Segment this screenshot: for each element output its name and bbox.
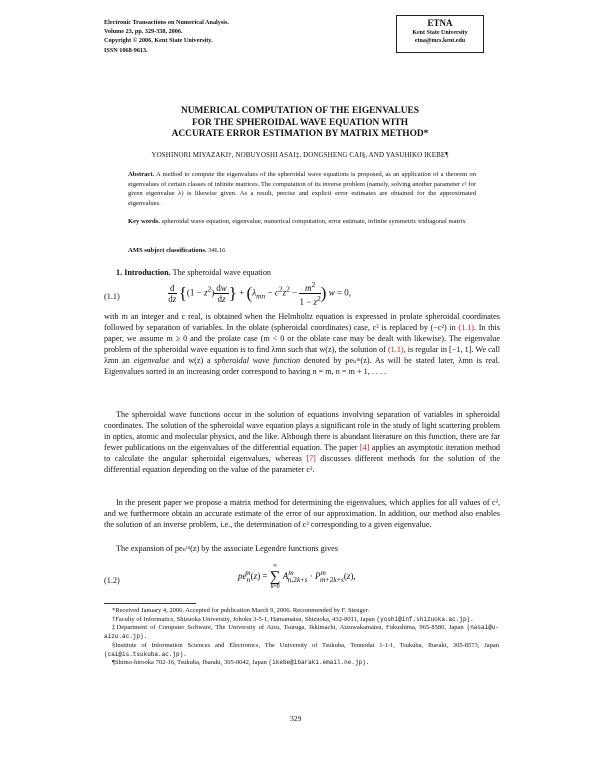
section-heading: 1. Introduction. <box>116 268 171 277</box>
abstract-label: Abstract. <box>128 171 155 178</box>
footnote-email[interactable]: (nasai@u-aizu.ac.jp). <box>104 624 499 641</box>
footnote-text: §Institute of Information Sciences and Electronics, The University of Tsukuba, Tennodai 1-1-1, Tsukuba, Ibaraki, 305-8573, Japan <box>112 641 499 649</box>
p1-text-a: with m an integer and c real, is obtained when the Helmholtz equation is expressed in prolate spheroidal coordinates followed by separation of variables. In the oblate (spheroidal coordinates) case, c² is replaced by (−c²) in <box>104 312 500 332</box>
equation-1-2: $pe_n^m(z)$ = ∞ ∑ k=0 $A^m_{n,2k+s} \cdot P^m_{m+2k+s}(z)$, <box>238 563 356 590</box>
paragraph-2 <box>104 410 500 476</box>
keywords-label: Key words. <box>128 218 160 225</box>
paragraph-3: In the present paper we propose a matrix method for determining the eigenvalues, which applies for all values of c², and we furthermore obtain an accurate estimate of the error of our approximation. In addition, our method also enables the solution of an inverse problem, i.e., the determination of c² corresponding to a given eigenvalue. <box>104 498 500 529</box>
ams-label: AMS subject classifications. <box>128 247 207 254</box>
paper-title <box>90 106 510 141</box>
citation-link[interactable]: [7] <box>306 453 316 463</box>
section-intro <box>116 268 271 279</box>
footnote-text: ‡Department of Computer Software, The University of Aizu, Tsuruga, Ikkimachi, Aizuwakamatsu, Fukushima, 965-8580, Japan <box>112 624 464 632</box>
p1-emph-swf: spheroidal wave function <box>214 355 301 365</box>
paragraph-1 <box>104 312 500 378</box>
p1-emph-eigenvalue: eigenvalue <box>133 355 170 365</box>
journal-volume: Volume 23, pp. 329-338, 2006. <box>104 28 183 36</box>
ams-classification <box>128 246 225 256</box>
etna-name: ETNA <box>427 18 453 28</box>
citation-link[interactable]: [4] <box>359 442 370 452</box>
journal-issn: ISSN 1068-9613. <box>104 46 148 54</box>
p2-text-c: discusses different methods for the solution of the differential equation depending on the value of the parameter c². <box>104 453 500 474</box>
keywords-text: spheroidal wave equation, eigenvalue, numerical computation, error estimate, infinite symmetric tridiagonal matrix <box>161 218 466 225</box>
ams-text: 34L16 <box>208 247 226 254</box>
title-line: NUMERICAL COMPUTATION OF THE EIGENVALUES <box>180 106 420 116</box>
footnote-divider <box>104 603 196 604</box>
keywords <box>128 217 476 227</box>
journal-copyright: Copyright © 2006, Kent State University. <box>104 37 213 45</box>
footnote-email[interactable]: (ikebe@ibaraki.email.ne.jp). <box>268 659 370 667</box>
etna-email[interactable]: etna@mcs.kent.edu <box>414 38 466 44</box>
footnote-affiliation <box>104 616 499 625</box>
p1-text-c: , is regular in [−1, 1]. We call λmn an <box>104 344 500 365</box>
p2-text-b: applies an asymptotic iteration method to calculate the angular spheroidal eigenvalues, whereas <box>104 442 501 463</box>
etna-university: Kent State University <box>412 30 468 36</box>
footnote-affiliation <box>104 624 499 641</box>
equation-number: (1.1) <box>104 292 120 301</box>
footnote-text: ¶Shimo-hirooka 702-16, Tsukuba, Ibaraki, 305-0042, Japan <box>112 659 267 667</box>
p2-text-a: The spheroidal wave functions occur in the solution of equations involving separation of variables in spheroidal coordinates. The solution of the spheroidal wave equation plays a significant role in the study of light scattering problem in optics, atomic and molecular physics, and the like. Although there is abundant literature on this function, there are far fewer publications on the eigenvalues of the differential equation. The paper <box>104 410 500 452</box>
abstract <box>128 170 476 208</box>
p1-text-e: denoted by peₙᵐ(z). As will be stated later, λmn is real. Eigenvalues sorted in an increasing order correspond to having n = m, n = m + 1, . . . . <box>104 355 500 376</box>
equation-number: (1.2) <box>104 576 120 585</box>
p1-text-d: and w(z) a <box>169 355 215 365</box>
equation-ref-link[interactable]: (1.1) <box>458 322 475 332</box>
paragraph-4: The expansion of peₙᵐ(z) by the associate Legendre functions gives <box>116 544 338 553</box>
author-list: YOSHINORI MIYAZAKI†, NOBUYOSHI ASAI‡, DONGSHENG CAI§, AND YASUHIKO IKEBE¶ <box>151 151 449 159</box>
footnote-email[interactable]: (yoshi@inf.shizuoka.ac.jp). <box>376 615 474 623</box>
equation-ref-link[interactable]: (1.1) <box>387 344 404 354</box>
equation-1-1: $\frac{d}{dz}$ {$(1 - z^2)$ $\frac{dw}{dz}$ } + ($\lambda_{mn} - c^2z^2$ − $\frac{m^2}{1 - z^2}$ ) w = 0, <box>168 280 352 307</box>
footnote-received <box>104 607 499 616</box>
section-lead: The spheroidal wave equation <box>172 268 272 277</box>
footnote-text: †Faculty of Informatics, Shizuoka University, Johoku 3-5-1, Hamamatsu, Shizuoka, 432-8011, Japan <box>112 615 375 623</box>
page-number: 329 <box>290 714 302 723</box>
title-line: ACCURATE ERROR ESTIMATION BY MATRIX METHOD* <box>171 129 429 139</box>
footnotes <box>104 607 499 668</box>
abstract-text: A method to compute the eigenvalues of the spheroidal wave equations is proposed, as an application of a theorem on eigenvalues of certain classes of infinite matrices. The computation of its inverse problem (namely, solving another parameter c² for given eigenvalue λ) is likewise given. As a result, precise and explicit error estimates are obtained for the approximated eigenvalues. <box>128 171 476 207</box>
footnote-email[interactable]: (cai@is.tsukuba.ac.jp). <box>104 650 187 658</box>
etna-box <box>396 15 484 53</box>
footnote-affiliation <box>104 659 499 668</box>
footnote-text: *Received January 4, 2006. Accepted for publication March 9, 2006. Recommended by F. Stenger. <box>112 607 370 614</box>
journal-name: Electronic Transactions on Numerical Analysis. <box>104 19 229 26</box>
p1-text-b: . In this paper, we assume m ≥ 0 and the prolate case (m < 0 or the oblate case may be dealt with likewise). The eigenvalue problem of the spheroidal wave equation is to find λmn such that w(z), the solution of <box>104 322 500 354</box>
footnote-affiliation <box>104 642 499 659</box>
journal-header <box>104 18 229 55</box>
title-line: FOR THE SPHEROIDAL WAVE EQUATION WITH <box>191 117 409 128</box>
